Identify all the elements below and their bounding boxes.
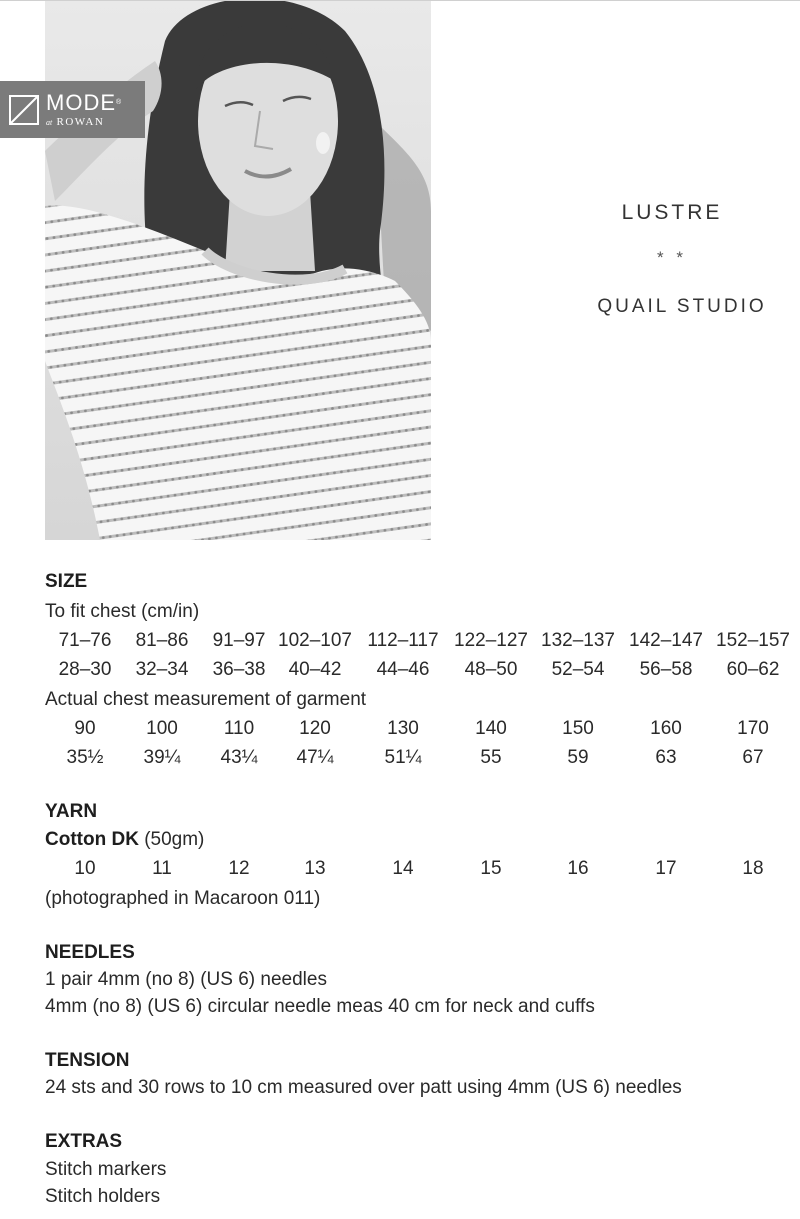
- size-column-value: 130: [387, 718, 419, 739]
- size-column-value: 60–62: [726, 659, 780, 680]
- size-column-value: 35½: [66, 747, 104, 768]
- size-column-value: 48–50: [464, 659, 518, 680]
- size-column-value: 63: [655, 747, 677, 768]
- size-column-value: 102–107: [278, 630, 352, 651]
- size-column-value: 55: [480, 747, 502, 768]
- size-column-value: 150: [562, 718, 594, 739]
- size-column-value: 13: [304, 858, 326, 879]
- yarn-weight: (50gm): [138, 829, 205, 850]
- size-heading: SIZE: [45, 571, 88, 592]
- size-column-value: 36–38: [212, 659, 266, 680]
- yarn-heading: YARN: [45, 801, 98, 822]
- size-column-value: 17: [655, 858, 677, 879]
- size-column-value: 81–86: [135, 630, 189, 651]
- size-column-value: 11: [152, 858, 172, 879]
- tension-heading: TENSION: [45, 1050, 130, 1071]
- size-column-value: 40–42: [288, 659, 342, 680]
- pattern-title: LUSTRE: [621, 201, 723, 224]
- fit-cm-row: [0, 630, 800, 654]
- yarn-name: Cotton DK: [45, 829, 139, 850]
- size-column-value: 16: [567, 858, 589, 879]
- size-column-value: 39¼: [143, 747, 181, 768]
- size-column-value: 142–147: [629, 630, 703, 651]
- size-column-value: 132–137: [541, 630, 615, 651]
- logo-word: MODE®: [46, 90, 123, 115]
- actual-cm-row: [0, 718, 800, 742]
- size-column-value: 14: [392, 858, 414, 879]
- extras-heading: EXTRAS: [45, 1131, 123, 1152]
- yarn-name-line: [45, 829, 204, 851]
- size-column-value: 140: [475, 718, 507, 739]
- size-column-value: 15: [480, 858, 502, 879]
- needles-line-2: 4mm (no 8) (US 6) circular needle meas 40 cm for neck and cuffs: [45, 996, 595, 1017]
- needles-line-1: 1 pair 4mm (no 8) (US 6) needles: [45, 969, 327, 990]
- logo-mark-icon: [9, 95, 39, 125]
- size-column-value: 152–157: [716, 630, 790, 651]
- logo-sub: at ROWAN: [46, 116, 105, 128]
- size-column-value: 32–34: [135, 659, 189, 680]
- fit-in-row: [0, 659, 800, 683]
- yarn-note: (photographed in Macaroon 011): [45, 888, 321, 909]
- size-column-value: 52–54: [551, 659, 605, 680]
- size-column-value: 51¼: [384, 747, 422, 768]
- size-column-value: 12: [228, 858, 250, 879]
- size-column-value: 120: [299, 718, 331, 739]
- size-column-value: 44–46: [376, 659, 430, 680]
- size-column-value: 91–97: [212, 630, 266, 651]
- size-column-value: 122–127: [454, 630, 528, 651]
- mode-at-rowan-logo: [0, 81, 145, 138]
- size-column-value: 112–117: [367, 630, 439, 651]
- difficulty-stars: * *: [657, 248, 687, 267]
- size-column-value: 160: [650, 718, 682, 739]
- needles-heading: NEEDLES: [45, 942, 135, 963]
- size-column-value: 100: [146, 718, 178, 739]
- yarn-balls-row: [0, 858, 800, 882]
- extras-item: Stitch holders: [45, 1186, 161, 1207]
- size-column-value: 10: [74, 858, 96, 879]
- size-column-value: 47¼: [296, 747, 334, 768]
- size-column-value: 71–76: [58, 630, 112, 651]
- size-column-value: 90: [74, 718, 96, 739]
- designer-name: QUAIL STUDIO: [597, 296, 767, 317]
- size-column-value: 18: [742, 858, 764, 879]
- extras-item: Stitch markers: [45, 1159, 167, 1180]
- size-column-value: 110: [223, 718, 255, 739]
- size-column-value: 59: [567, 747, 589, 768]
- size-column-value: 28–30: [58, 659, 112, 680]
- tension-text: 24 sts and 30 rows to 10 cm measured over patt using 4mm (US 6) needles: [45, 1077, 682, 1098]
- size-column-value: 67: [742, 747, 764, 768]
- fit-chest-label: To fit chest (cm/in): [45, 601, 200, 622]
- size-column-value: 56–58: [639, 659, 693, 680]
- size-column-value: 43¼: [220, 747, 258, 768]
- actual-in-row: [0, 747, 800, 771]
- size-column-value: 170: [737, 718, 769, 739]
- actual-chest-label: Actual chest measurement of garment: [45, 689, 367, 710]
